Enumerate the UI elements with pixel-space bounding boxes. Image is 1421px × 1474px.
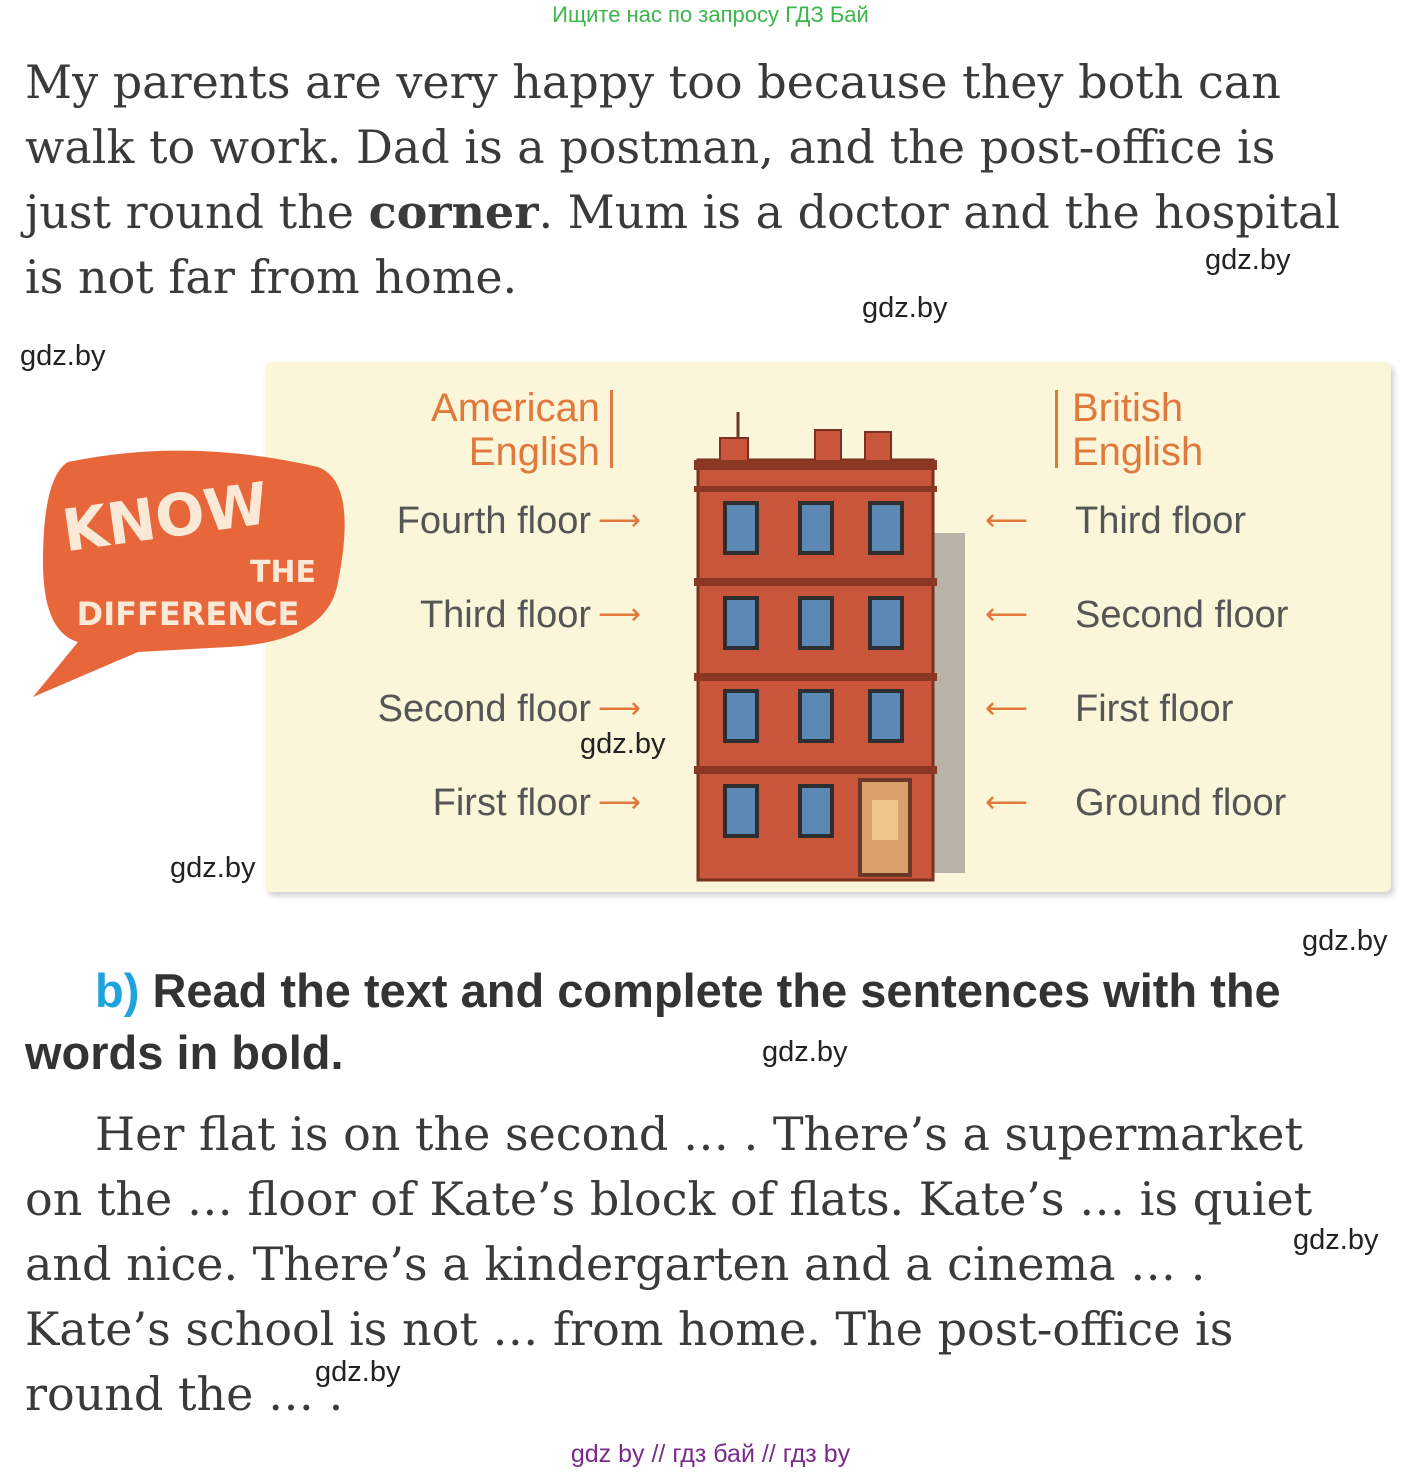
left-arrow-icon: ⟵ — [985, 785, 1029, 820]
british-header-line: British — [1072, 386, 1184, 430]
right-arrow-icon: ⟶ — [598, 785, 642, 820]
story-line: My parents are very happy too because they both can — [25, 55, 1281, 109]
instruction-line: words in bold. — [25, 1026, 344, 1079]
british-header-line: English — [1072, 430, 1204, 474]
header-divider — [1055, 390, 1058, 468]
exercise-line: on the … floor of Kate’s block of flats. Kate’s … is quiet — [25, 1172, 1313, 1226]
watermark: gdz.by — [315, 1356, 401, 1388]
window — [870, 503, 902, 553]
window — [870, 691, 902, 741]
floor-band — [694, 766, 937, 774]
roof-cap — [865, 432, 891, 462]
british-floor-label: Third floor — [1075, 500, 1247, 542]
cornice — [694, 460, 937, 470]
watermark: gdz.by — [20, 340, 106, 372]
watermark: gdz.by — [170, 852, 256, 884]
exercise-line: Her flat is on the second … . There’s a supermarket — [95, 1107, 1303, 1161]
watermark: gdz.by — [762, 1036, 848, 1068]
american-english-header — [360, 386, 600, 474]
american-floor-label: Fourth floor — [396, 500, 591, 542]
instruction-line — [25, 960, 1385, 1022]
roof-cap — [720, 438, 748, 462]
left-arrow-icon: ⟵ — [985, 503, 1029, 538]
british-english-header — [1072, 386, 1272, 474]
left-arrow-icon: ⟵ — [985, 691, 1029, 726]
watermark: gdz.by — [1293, 1224, 1379, 1256]
window — [800, 503, 832, 553]
right-arrow-icon: ⟶ — [598, 691, 642, 726]
exercise-line: Kate’s school is not … from home. The post-office is — [25, 1302, 1234, 1356]
window — [870, 598, 902, 648]
roof-cap — [815, 430, 841, 462]
story-line: walk to work. Dad is a postman, and the post-office is — [25, 120, 1276, 174]
footer-links[interactable]: gdz by // гдз бай // гдз by — [570, 1440, 851, 1468]
exercise-line: and nice. There’s a kindergarten and a cinema … . — [25, 1237, 1206, 1291]
american-header-line: American — [431, 386, 600, 430]
american-header-line: English — [468, 430, 600, 474]
watermark: gdz.by — [1205, 244, 1291, 276]
right-arrow-icon: ⟶ — [598, 597, 642, 632]
story-line: is not far from home. — [25, 250, 518, 304]
story-line — [25, 180, 1385, 245]
exercise-line: round the … . — [25, 1367, 344, 1421]
bubble-difference-text: DIFFERENCE — [76, 595, 300, 633]
window — [800, 598, 832, 648]
left-arrow-icon: ⟵ — [985, 597, 1029, 632]
window — [725, 503, 757, 553]
window — [725, 786, 757, 836]
american-floor-label: Second floor — [377, 688, 591, 730]
british-floor-label: Ground floor — [1075, 782, 1287, 824]
american-floor-label: First floor — [432, 782, 591, 824]
exercise-paragraph — [25, 1102, 1385, 1427]
british-floor-label: First floor — [1075, 688, 1234, 730]
bubble-the-text: THE — [249, 555, 317, 590]
bubble-know-text: KNOW — [58, 469, 273, 566]
story-text: . Mum is a doctor and the hospital — [538, 185, 1341, 239]
header-divider — [610, 390, 613, 468]
bold-word: corner — [368, 185, 539, 239]
watermark: gdz.by — [580, 728, 666, 760]
speech-bubble-graphic — [28, 442, 348, 702]
building-illustration — [680, 408, 980, 888]
top-banner[interactable]: Ищите нас по запросу ГДЗ Бай — [552, 2, 869, 27]
exercise-letter: b) — [95, 964, 140, 1017]
story-text: just round the — [25, 185, 369, 239]
window — [800, 786, 832, 836]
story-paragraph — [25, 50, 1385, 310]
watermark: gdz.by — [1302, 925, 1388, 957]
door-panel — [872, 800, 898, 840]
floor-band — [694, 673, 937, 681]
window — [725, 598, 757, 648]
american-floor-label: Third floor — [419, 594, 591, 636]
watermark: gdz.by — [862, 292, 948, 324]
cornice — [694, 486, 937, 492]
right-arrow-icon: ⟶ — [598, 503, 642, 538]
window — [800, 691, 832, 741]
window — [725, 691, 757, 741]
exercise-instruction — [25, 960, 1385, 1084]
floor-band — [694, 578, 937, 586]
british-floor-label: Second floor — [1075, 594, 1289, 636]
instruction-text: Read the text and complete the sentences with the — [152, 964, 1281, 1017]
